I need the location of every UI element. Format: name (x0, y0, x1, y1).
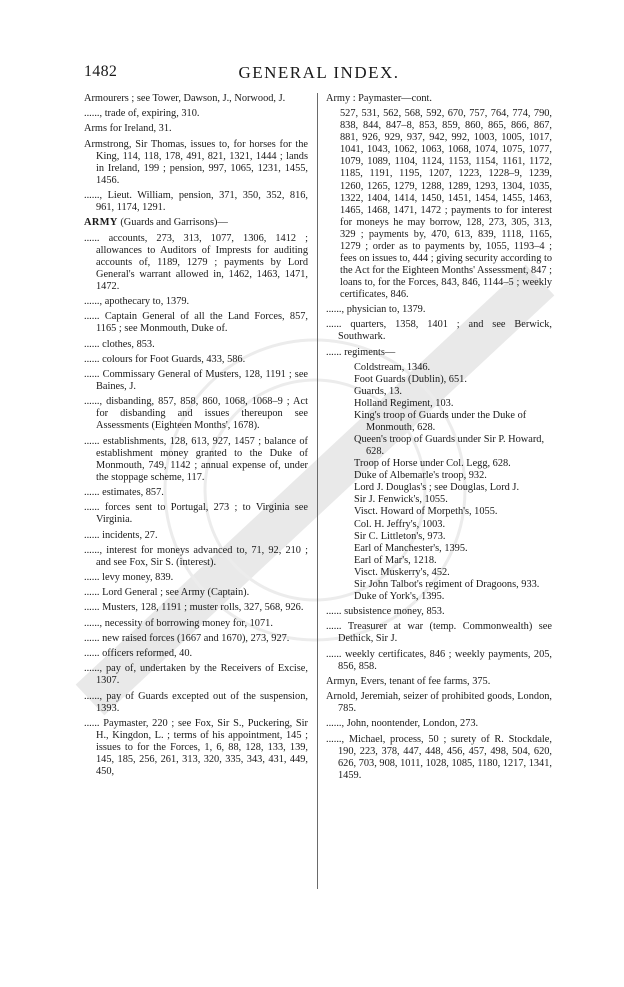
index-entry: Arms for Ireland, 31. (84, 123, 172, 135)
index-entry: ......, pay of, undertaken by the Receivers of Excise, 1307. (84, 663, 308, 687)
index-sublist (326, 362, 552, 603)
index-entry: ......, necessity of borrowing money for, 1071. (84, 617, 273, 629)
index-entry: ...... colours for Foot Guards, 433, 586. (84, 353, 246, 365)
index-entry: ...... clothes, 853. (84, 338, 155, 350)
index-subentry: Troop of Horse under Col. Legg, 628. (354, 458, 511, 470)
index-entry: ...... incidents, 27. (84, 529, 158, 541)
index-entry: ......, pay of Guards excepted out of the suspension, 1393. (84, 690, 308, 714)
index-entry: ......, physician to, 1379. (326, 304, 426, 316)
index-entry: ...... Paymaster, 220 ; see Fox, Sir S., Puckering, Sir H., Kingdon, L. ; terms of his appointment, 145 ; issues to for the Forces, 1, 6, 88, 128, 133, 139, 145, 185, 256, 261, 313, 320, 335, 343, 431, 449, 450, (84, 717, 308, 778)
index-entry: ...... subsistence money, 853. (326, 606, 445, 618)
index-subentry: Lord J. Douglas's ; see Douglas, Lord J. (354, 482, 520, 494)
index-subentry: Earl of Manchester's, 1395. (354, 542, 468, 554)
index-subentry: Col. H. Jeffry's, 1003. (354, 518, 446, 530)
page-header (84, 63, 554, 83)
index-column-right (326, 93, 552, 785)
index-heading (84, 217, 308, 229)
index-entry: ......, apothecary to, 1379. (84, 296, 190, 308)
index-subentry: Duke of Albemarle's troop, 932. (354, 470, 487, 482)
index-column-left (84, 93, 308, 781)
index-subentry: Foot Guards (Dublin), 651. (354, 373, 467, 385)
index-entry: ...... establishments, 128, 613, 927, 1457 ; balance of establishment money granted to the Duke of Monmouth, 749, 1142 ; annual expense of, under the stoppage scheme, 117. (84, 435, 308, 483)
index-entry: Armyn, Evers, tenant of fee farms, 375. (326, 675, 491, 687)
index-entry: ......, trade of, expiring, 310. (84, 108, 200, 120)
index-entry: ...... regiments— (326, 346, 396, 358)
index-entry: ...... Lord General ; see Army (Captain). (84, 587, 250, 599)
index-subentry: Sir John Talbot's regiment of Dragoons, 933. (354, 578, 540, 590)
index-entry: ...... Treasurer at war (temp. Commonwealth) see Dethick, Sir J. (326, 621, 552, 645)
index-subentry: King's troop of Guards under the Duke of Monmouth, 628. (354, 410, 527, 434)
index-subentry: Coldstream, 1346. (354, 361, 431, 373)
index-entry: ...... levy money, 839. (84, 572, 174, 584)
index-subentry: Sir C. Littleton's, 973. (354, 530, 446, 542)
index-subentry: Visct. Howard of Morpeth's, 1055. (354, 506, 498, 518)
index-entry: ......, John, noontender, London, 273. (326, 718, 479, 730)
index-heading-word: ARMY (84, 217, 118, 229)
index-entry: ...... Musters, 128, 1191 ; muster rolls, 327, 568, 926. (84, 602, 304, 614)
index-entry: Arnold, Jeremiah, seizer of prohibited goods, London, 785. (326, 691, 552, 715)
index-subentry: Holland Regiment, 103. (354, 398, 454, 410)
index-entry: ...... new raised forces (1667 and 1670), 273, 927. (84, 632, 290, 644)
index-entry: ...... estimates, 857. (84, 486, 164, 498)
index-entry: ...... quarters, 1358, 1401 ; and see Berwick, Southwark. (326, 319, 552, 343)
index-subentry: Sir J. Fenwick's, 1055. (354, 494, 448, 506)
index-subentry: Guards, 13. (354, 386, 402, 398)
index-entry: ...... accounts, 273, 313, 1077, 1306, 1412 ; allowances to Auditors of Imprests for auditing accounts of, 1189, 1279 ; payments by Lord General's warrant allowed in, 1462, 1463, 1471, 1472. (84, 232, 308, 292)
index-entry: ...... Captain General of all the Land Forces, 857, 1165 ; see Monmouth, Duke of. (84, 311, 308, 335)
index-entry: ...... forces sent to Portugal, 273 ; to Virginia see Virginia. (84, 502, 308, 526)
index-entry: ...... officers reformed, 40. (84, 648, 193, 660)
page-number: 1482 (84, 63, 118, 80)
running-title: GENERAL INDEX. (238, 63, 400, 82)
index-heading-text: (Guards and Garrisons)— (117, 217, 228, 229)
index-entry: ...... Commissary General of Musters, 128, 1191 ; see Baines, J. (84, 369, 308, 393)
index-entry: ......, disbanding, 857, 858, 860, 1068, 1068–9 ; Act for disbanding and issues thereupon see Assessments (Eighteen Months', 1678). (84, 396, 308, 432)
column-divider (317, 93, 318, 889)
index-entry: ......, interest for moneys advanced to, 71, 92, 210 ; and see Fox, Sir S. (interest). (84, 544, 308, 568)
index-entry: ......, Lieut. William, pension, 371, 350, 352, 816, 961, 1174, 1291. (84, 190, 308, 214)
index-entry: ......, Michael, process, 50 ; surety of R. Stockdale, 190, 223, 378, 447, 448, 456, 457, 498, 504, 620, 626, 703, 908, 1011, 1028, 1085, 1180, 1217, 1341, 1459. (326, 733, 552, 781)
index-subentry: Queen's troop of Guards under Sir P. Howard, 628. (354, 434, 545, 458)
index-subentry: Visct. Muskerry's, 452. (354, 566, 450, 578)
index-subentry: Duke of York's, 1395. (354, 590, 445, 602)
index-entry: Armourers ; see Tower, Dawson, J., Norwood, J. (84, 93, 286, 104)
index-entry: Armstrong, Sir Thomas, issues to, for horses for the King, 114, 118, 178, 491, 821, 1321, 1444 ; lands in Ireland, 199 ; pension, 997, 1065, 1231, 1455, 1456. (84, 138, 308, 186)
index-entry: ...... weekly certificates, 846 ; weekly payments, 205, 856, 858. (326, 648, 552, 672)
index-subentry: Earl of Mar's, 1218. (354, 554, 437, 566)
index-continuation: 527, 531, 562, 568, 592, 670, 757, 764, 774, 790, 838, 844, 847–8, 853, 859, 860, 865, 866, 867, 881, 926, 929, 937, 942, 992, 1003, 1005, 1017, 1041, 1043, 1062, 1063, 1068, 1074, 1075, 1077, 1079, 1089, 1104, 1124, 1153, 1154, 1161, 1172, 1185, 1191, 1195, 1207, 1223, 1228–9, 1239, 1260, 1265, 1279, 1288, 1289, 1293, 1304, 1035, 1322, 1404, 1414, 1450, 1451, 1454, 1455, 1463, 1465, 1468, 1471, 1472 ; payments to for interest for moneys he may borrow, 128, 273, 305, 313, 329 ; payments by, 470, 613, 839, 1118, 1165, 1279 ; order as to payments by, 1055, 1193–4 ; fees on issues to, 444 ; giving security according to the Act for the Eighteen Months' Assessment, 847 ; loans to, for the Forces, 843, 846, 1144–5 ; weekly certificates, 846. (340, 108, 553, 300)
index-entry: Army : Paymaster—cont. (326, 93, 433, 104)
